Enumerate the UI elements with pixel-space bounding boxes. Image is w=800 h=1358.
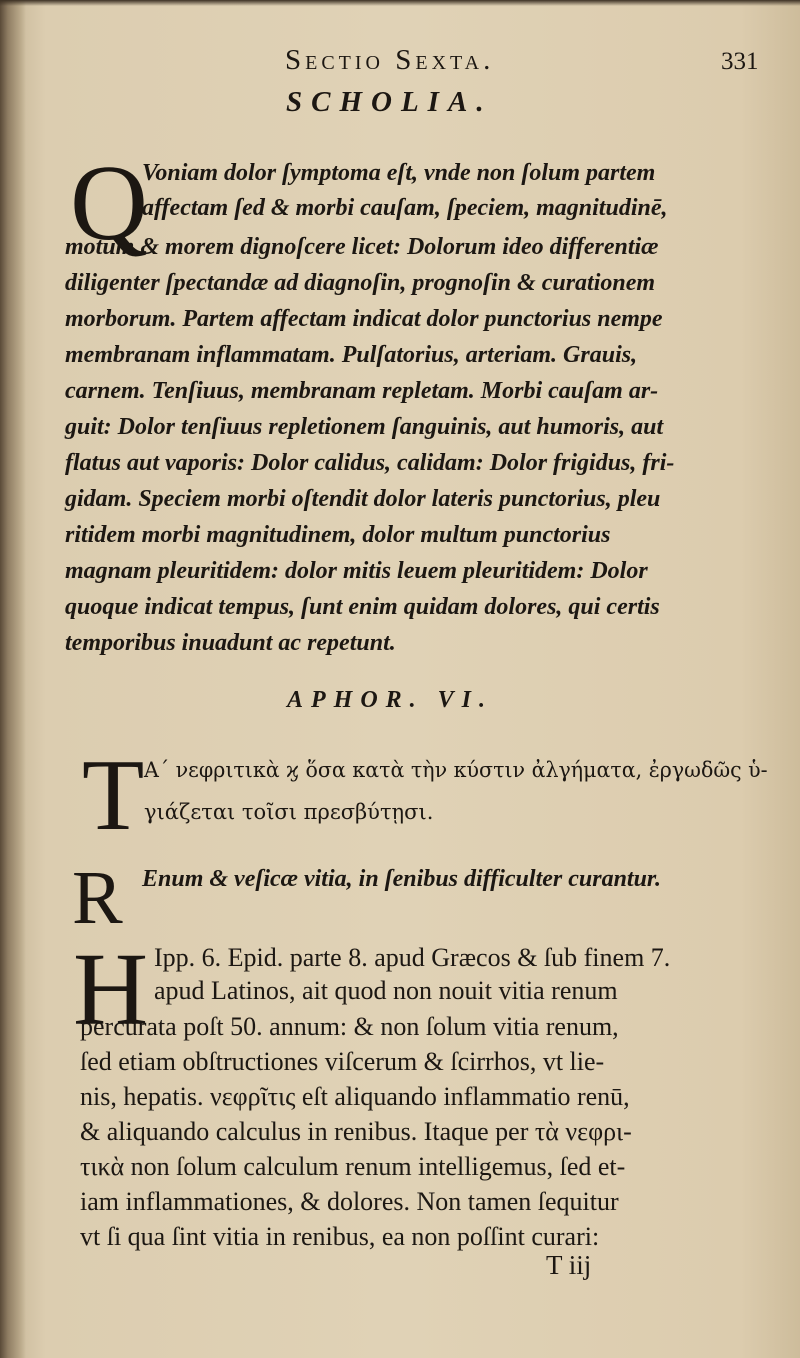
page-gutter-shadow <box>0 0 26 1358</box>
scholia-line: carnem. Tenſiuus, membranam repletam. Morbi cauſam ar- <box>65 378 659 404</box>
page-number: 331 <box>721 48 759 75</box>
scholia-line: diligenter ſpectandæ ad diagnoſin, prognoſin & curationem <box>65 270 656 296</box>
scholia-line: motum & morem dignoſcere licet: Dolorum ideo differentiæ <box>65 234 659 260</box>
scholia-title: SCHOLIA. <box>286 86 493 118</box>
commentary-line: vt ſi qua ſint vitia in renibus, ea non poſſint curari: <box>80 1222 600 1251</box>
scholia-line: affectam ſed & morbi cauſam, ſpeciem, magnitudinē, <box>142 195 668 221</box>
running-head: Sectio Sexta. <box>285 44 495 76</box>
commentary-line: ſed etiam obſtructiones viſcerum & ſcirrhos, vt lie- <box>80 1047 605 1076</box>
signature-mark: T iij <box>546 1250 592 1280</box>
commentary-line: & aliquando calculus in renibus. Itaque per τὰ νεφρι- <box>80 1117 632 1146</box>
scholia-line: gidam. Speciem morbi oſtendit dolor lateris punctorius, pleu <box>65 486 661 512</box>
scholia-line: flatus aut vaporis: Dolor calidus, calidam: Dolor frigidus, fri- <box>65 450 675 476</box>
greek-aphorism-line: Α΄ νεφριτικὰ ϗ ὅσα κατὰ τὴν κύστιν ἀλγήματα, ἐργωδῶς ὑ- <box>144 758 768 782</box>
scholia-line: magnam pleuritidem: dolor mitis leuem pleuritidem: Dolor <box>65 558 648 584</box>
drop-cap-q: Q <box>70 144 148 263</box>
drop-cap-h: H <box>73 932 149 1047</box>
commentary-line: Ipp. 6. Epid. parte 8. apud Græcos & ſub finem 7. <box>154 943 671 972</box>
latin-aphorism-line: Enum & veſicæ vitia, in ſenibus difficulter curantur. <box>142 866 661 892</box>
scholia-line: membranam inflammatam. Pulſatorius, arteriam. Grauis, <box>65 342 638 368</box>
drop-cap-r: R <box>72 856 123 940</box>
commentary-line: nis, hepatis. νεφρῖτις eſt aliquando inflammatio renū, <box>80 1082 630 1111</box>
scholia-line: quoque indicat tempus, ſunt enim quidam dolores, qui certis <box>65 594 660 620</box>
page-top-edge <box>0 0 800 6</box>
greek-aphorism-line: γιάζεται τοῖσι πρεσβύτῃσι. <box>144 800 434 824</box>
scholia-line: ritidem morbi magnitudinem, dolor multum punctorius <box>65 522 611 548</box>
commentary-line: τικὰ non ſolum calculum renum intelligemus, ſed et- <box>80 1152 626 1181</box>
commentary-line: percurata poſt 50. annum: & non ſolum vitia renum, <box>80 1012 619 1041</box>
scholia-line: morborum. Partem affectam indicat dolor punctorius nempe <box>65 306 663 332</box>
scholia-line: Voniam dolor ſymptoma eſt, vnde non ſolum partem <box>142 160 656 186</box>
aphorism-heading: APHOR. VI. <box>287 687 494 713</box>
commentary-line: apud Latinos, ait quod non nouit vitia renum <box>154 976 618 1005</box>
scholia-line: guit: Dolor tenſiuus repletionem ſanguinis, aut humoris, aut <box>65 414 664 440</box>
commentary-line: iam inflammationes, & dolores. Non tamen ſequitur <box>80 1187 619 1216</box>
drop-cap-t: T <box>82 739 145 852</box>
scholia-line: temporibus inuadunt ac repetunt. <box>65 630 396 656</box>
